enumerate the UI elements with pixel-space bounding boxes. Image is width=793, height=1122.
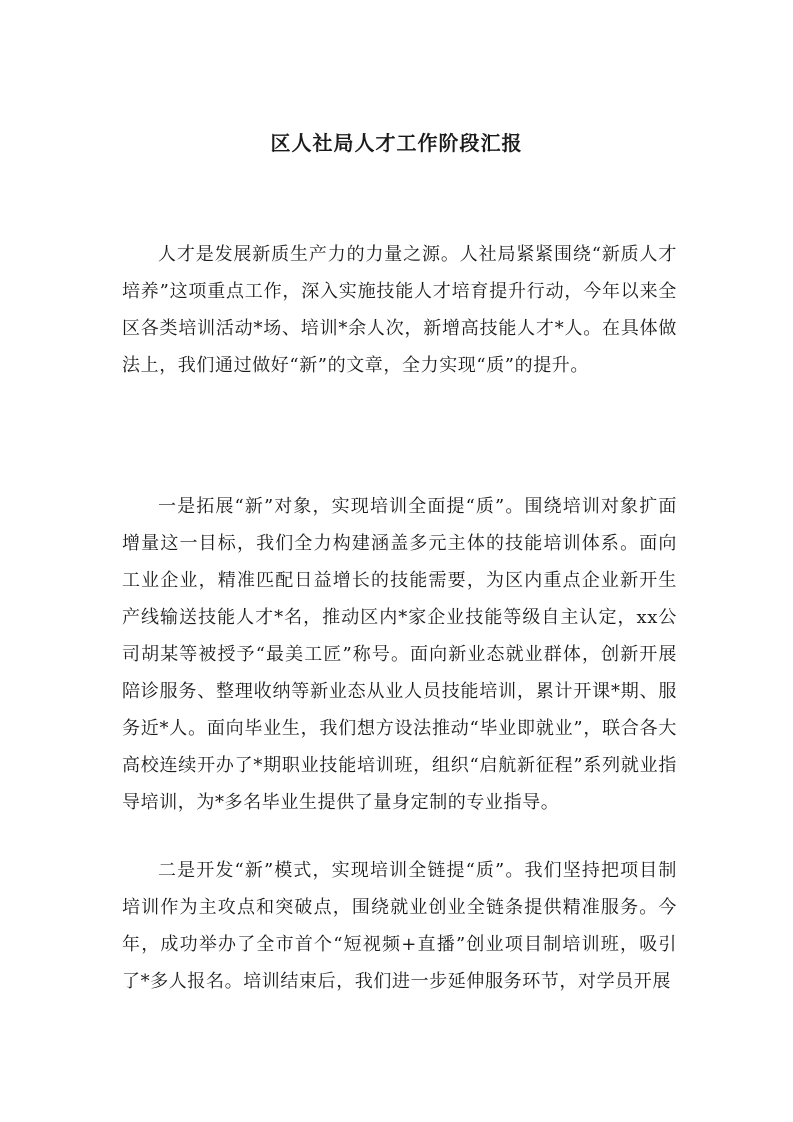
document-title: 区人社局人才工作阶段汇报	[270, 131, 523, 155]
paragraph-section-one: 一是拓展“新”对象，实现培训全面提“质”。围绕培训对象扩面增量这一目标，我们全力构建涵盖多元主体的技能培训体系。面向工业企业，精准匹配日益增长的技能需要，为区内重点企业新开生产线输送技能人才*名，推动区内*家企业技能等级自主认定，xx公司胡某等被授予“最美工匠”称号。面向新业态就业群体，创新开展陪诊服务、整理收纳等新业态从业人员技能培训，累计开课*期、服务近*人。面向毕业生，我们想方设法推动“毕业即就业”，联合各大高校连续开办了*期职业技能培训班，组织“启航新征程”系列就业指导培训，为*多名毕业生提供了量身定制的专业指导。	[122, 496, 677, 813]
paragraph-intro: 人才是发展新质生产力的力量之源。人社局紧紧围绕“新质人才培养”这项重点工作，深入实施技能人才培育提升行动，今年以来全区各类培训活动*场、培训*余人次，新增高技能人才*人。在具体做法上，我们通过做好“新”的文章，全力实现“质”的提升。	[122, 244, 677, 376]
paragraph-section-two: 二是开发“新”模式，实现培训全链提“质”。我们坚持把项目制培训作为主攻点和突破点，围绕就业创业全链条提供精准服务。今年，成功举办了全市首个“短视频+直播”创业项目制培训班，吸引了*多人报名。培训结束后，我们进一步延伸服务环节，对学员开展	[122, 860, 677, 992]
